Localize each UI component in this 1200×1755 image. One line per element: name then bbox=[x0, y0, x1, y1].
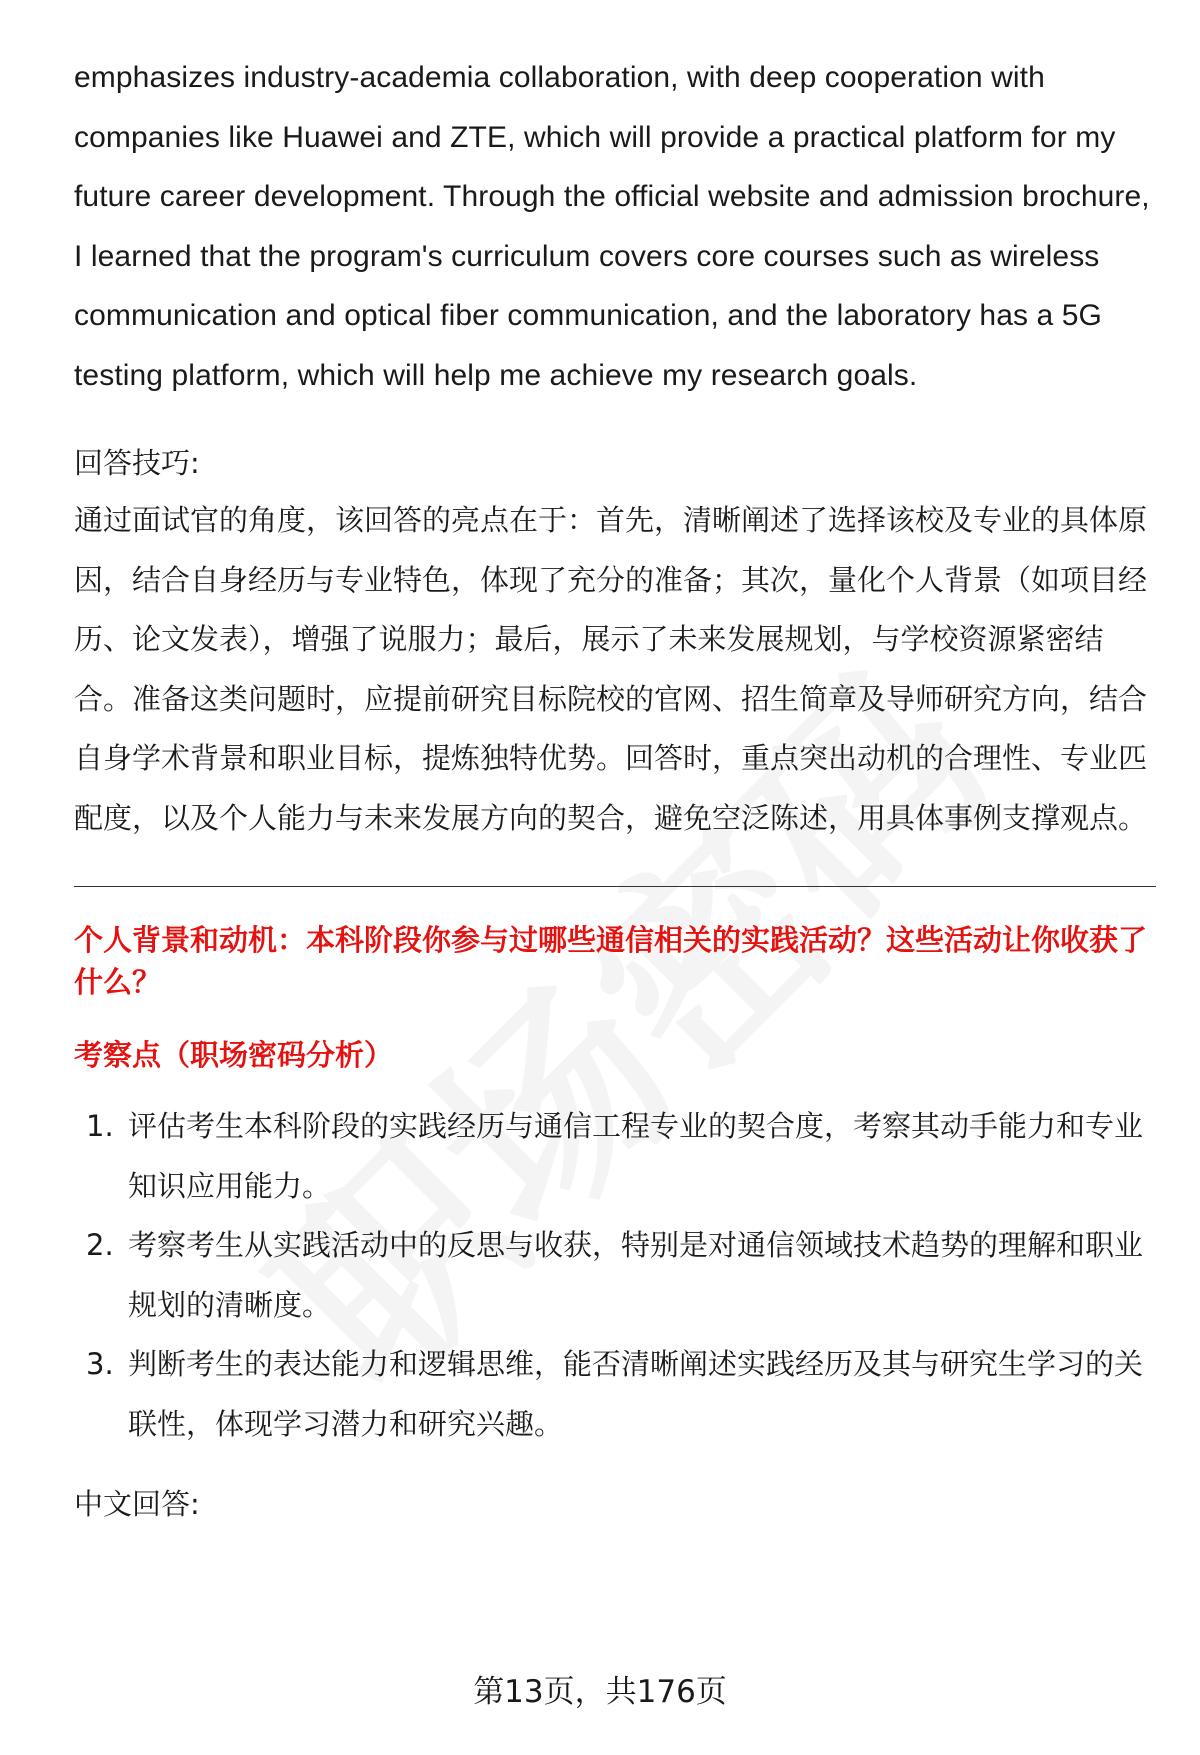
focus-list bbox=[74, 1097, 1156, 1454]
document-page bbox=[74, 48, 1156, 1532]
tips-label: 回答技巧: bbox=[74, 446, 200, 480]
list-item bbox=[74, 1216, 1156, 1335]
question-heading: 个人背景和动机：本科阶段你参与过哪些通信相关的实践活动？这些活动让你收获了什么？ bbox=[74, 923, 1148, 999]
list-item-number: 3. bbox=[86, 1347, 114, 1381]
list-item-text: 评估考生本科阶段的实践经历与通信工程专业的契合度，考察其动手能力和专业知识应用能力。 bbox=[128, 1109, 1144, 1203]
focus-heading: 考察点（职场密码分析） bbox=[74, 1038, 394, 1072]
list-item-number: 1. bbox=[86, 1109, 114, 1143]
chinese-answer-label: 中文回答: bbox=[74, 1487, 200, 1521]
english-answer-paragraph: emphasizes industry-academia collaboration, with deep cooperation with companies like Huawei and ZTE, which will provide a practical platform for my future career development. Through the official website and admission brochure, I learned that the program's curriculum covers core courses such as wireless communication and optical fiber communication, and the laboratory has a 5G testing platform, which will help me achieve my research goals. bbox=[74, 61, 1150, 392]
list-item-number: 2. bbox=[86, 1228, 114, 1262]
list-item bbox=[74, 1097, 1156, 1216]
list-item bbox=[74, 1335, 1156, 1454]
tips-paragraph: 通过面试官的角度，该回答的亮点在于：首先，清晰阐述了选择该校及专业的具体原因，结合自身经历与专业特色，体现了充分的准备；其次，量化个人背景（如项目经历、论文发表），增强了说服力；最后，展示了未来发展规划，与学校资源紧密结合。准备这类问题时，应提前研究目标院校的官网、招生简章及导师研究方向，结合自身学术背景和职业目标，提炼独特优势。回答时，重点突出动机的合理性、专业匹配度，以及个人能力与未来发展方向的契合，避免空泛陈述，用具体事例支撑观点。 bbox=[74, 503, 1148, 835]
list-item-text: 考察考生从实践活动中的反思与收获，特别是对通信领域技术趋势的理解和职业规划的清晰度。 bbox=[128, 1228, 1144, 1322]
list-item-text: 判断考生的表达能力和逻辑思维，能否清晰阐述实践经历及其与研究生学习的关联性，体现学习潜力和研究兴趣。 bbox=[128, 1347, 1144, 1441]
section-divider bbox=[74, 886, 1156, 887]
page-footer: 第13页，共176页 bbox=[473, 1674, 727, 1710]
